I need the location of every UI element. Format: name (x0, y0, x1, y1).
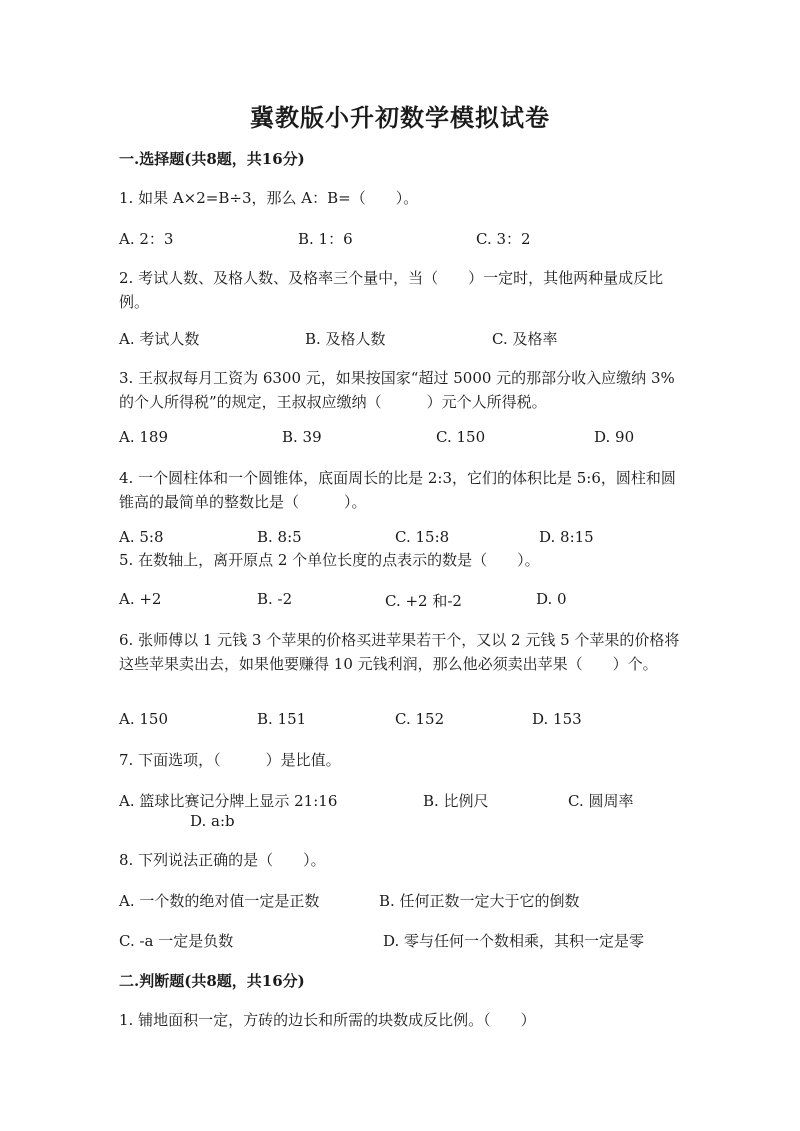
q8-option-c: C. -a 一定是负数 (119, 932, 234, 950)
q4-option-a: A. 5:8 (119, 528, 164, 546)
question-6: 6. 张师傅以 1 元钱 3 个苹果的价格买进苹果若干个，又以 2 元钱 5 个苹果的价格将这些苹果卖出去，如果他要赚得 10 元钱利润，那么他必须卖出苹果（ ）个。 (119, 631, 680, 673)
q6-option-b: B. 151 (257, 710, 307, 728)
q4-option-b: B. 8:5 (257, 528, 302, 546)
q5-option-a: A. +2 (119, 590, 162, 608)
q2-option-c: C. 及格率 (492, 330, 558, 348)
page-title: 冀教版小升初数学模拟试卷 (250, 103, 550, 132)
q2-option-b: B. 及格人数 (305, 330, 386, 348)
q7-option-d: D. a:b (190, 812, 235, 830)
q6-option-c: C. 152 (395, 710, 445, 728)
question-4: 4. 一个圆柱体和一个圆锥体，底面周长的比是 2:3，它们的体积比是 5:6，圆柱和圆锥高的最简单的整数比是（ ）。 (119, 469, 676, 511)
q4-option-d: D. 8:15 (539, 528, 594, 546)
question-2: 2. 考试人数、及格人数、及格率三个量中，当（ ）一定时，其他两种量成反比例。 (119, 269, 664, 311)
q1-option-c: C. 3：2 (476, 230, 531, 248)
q5-option-b: B. -2 (257, 590, 293, 608)
q7-option-a: A. 篮球比赛记分牌上显示 21:16 (119, 792, 338, 810)
question-3: 3. 王叔叔每月工资为 6300 元，如果按国家“超过 5000 元的那部分收入应缴纳 3%的个人所得税”的规定，王叔叔应缴纳（ ）元个人所得税。 (119, 369, 675, 411)
q6-option-a: A. 150 (119, 710, 168, 728)
q5-option-d: D. 0 (536, 590, 567, 608)
q3-option-d: D. 90 (594, 428, 635, 446)
q7-option-c: C. 圆周率 (568, 792, 634, 810)
q8-option-d: D. 零与任何一个数相乘，其积一定是零 (383, 932, 645, 950)
q3-option-c: C. 150 (436, 428, 486, 446)
q8-option-a: A. 一个数的绝对值一定是正数 (119, 892, 320, 910)
question-8: 8. 下列说法正确的是（ ）。 (119, 851, 326, 869)
q3-option-b: B. 39 (282, 428, 322, 446)
question-1: 1. 如果 A×2=B÷3，那么 A：B=（ ）。 (119, 189, 419, 207)
section-heading-judge: 二.判断题(共8题，共16分) (119, 972, 305, 990)
question-7: 7. 下面选项，（ ）是比值。 (119, 751, 341, 769)
q8-option-b: B. 任何正数一定大于它的倒数 (379, 892, 580, 910)
q3-option-a: A. 189 (119, 428, 168, 446)
q2-option-a: A. 考试人数 (119, 330, 200, 348)
q5-option-c: C. +2 和-2 (385, 592, 462, 610)
q7-option-b: B. 比例尺 (423, 792, 489, 810)
section-heading-choice: 一.选择题(共8题，共16分) (119, 150, 305, 168)
q1-option-a: A. 2：3 (119, 230, 174, 248)
question-5: 5. 在数轴上，离开原点 2 个单位长度的点表示的数是（ ）。 (119, 551, 540, 569)
q4-option-c: C. 15:8 (395, 528, 450, 546)
q6-option-d: D. 153 (532, 710, 582, 728)
judge-question-1: 1. 铺地面积一定，方砖的边长和所需的块数成反比例。（ ） (119, 1011, 536, 1029)
q1-option-b: B. 1：6 (298, 230, 353, 248)
